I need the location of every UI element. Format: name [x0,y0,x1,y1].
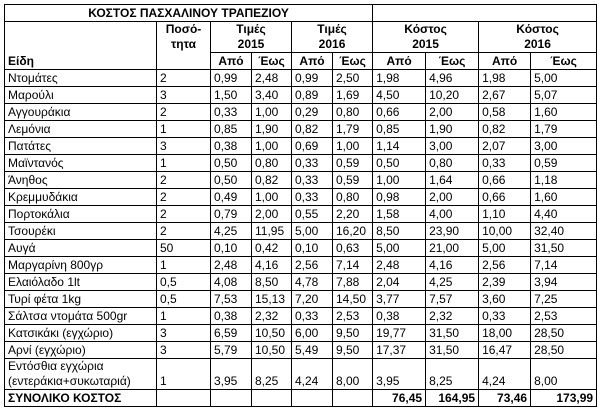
header-cost-2016 [479,22,597,53]
cell-qty: 2 [157,104,211,121]
table-title: ΚΟΣΤΟΣ ΠΑΣΧΑΛΙΝΟΥ ΤΡΑΠΕΖΙΟΥ [5,5,373,22]
cell-p15-to: 4,16 [252,257,292,274]
cell-c15-to: 2,00 [426,104,479,121]
cell-item: Αρνί (εγχώριο) [5,342,157,359]
header-cost-2015-year: 2015 [412,37,439,51]
cell-c15-to: 4,25 [426,274,479,291]
cell-item: Τυρί φέτα 1kg [5,291,157,308]
cell-qty: 2 [157,206,211,223]
header-item: Είδη [5,22,157,70]
cell-c16-from: 1,98 [479,70,531,87]
cell-p16-to: 7,88 [333,274,373,291]
cell-c15-from: 3,77 [373,291,426,308]
cell-c16-to: 31,50 [531,240,597,257]
cell-c15-from: 0,38 [373,308,426,325]
cell-c16-to: 1,60 [531,104,597,121]
cell-qty: 3 [157,87,211,104]
table-row [5,206,597,223]
cell-p16-from: 0,69 [292,138,333,155]
total-row [5,390,597,407]
cell-c15-to: 1,64 [426,172,479,189]
cell-c15-from: 1,58 [373,206,426,223]
cell-qty: 3 [157,138,211,155]
cell-c16-from: 0,82 [479,121,531,138]
cell-c15-to: 1,90 [426,121,479,138]
cell-item: Αυγά [5,240,157,257]
table-row [5,240,597,257]
cell-p15-to: 1,00 [252,104,292,121]
cell-p15-to: 2,32 [252,308,292,325]
cell-c16-from: 4,24 [479,359,531,390]
cell-p15-to: 0,80 [252,155,292,172]
cell-p15-from: 0,33 [211,104,252,121]
cell-p16-from: 0,89 [292,87,333,104]
cell-p16-to: 0,59 [333,172,373,189]
header-quantity-line2: τητα [170,37,197,51]
cell-p15-from: 3,95 [211,359,252,390]
cell-p16-from: 2,56 [292,257,333,274]
header-from: Από [292,53,333,70]
cell-p16-from: 0,10 [292,240,333,257]
cell-p15-to: 8,25 [252,359,292,390]
cell-p16-to: 1,00 [333,138,373,155]
cell-p15-from: 4,08 [211,274,252,291]
header-quantity-line1: Ποσό- [165,22,202,36]
cell-qty: 3 [157,325,211,342]
cell-c15-from: 1,98 [373,70,426,87]
cell-p15-to: 2,48 [252,70,292,87]
cell-c16-to: 32,40 [531,223,597,240]
title-row [5,5,597,22]
header-prices-2015 [211,22,292,53]
cell-c16-to: 3,00 [531,138,597,155]
cell-c15-from: 8,50 [373,223,426,240]
header-prices-2016 [292,22,373,53]
cell-item: Πατάτες [5,138,157,155]
cell-c15-from: 19,77 [373,325,426,342]
cell-c15-from: 0,98 [373,189,426,206]
cell-p15-from: 0,50 [211,172,252,189]
cell-c16-to: 4,40 [531,206,597,223]
cell-qty: 2 [157,223,211,240]
cell-p16-from: 0,33 [292,155,333,172]
cell-c16-to: 2,53 [531,308,597,325]
header-quantity [157,22,211,70]
cost-table-wrapper [4,4,597,407]
cell-c16-to: 28,50 [531,342,597,359]
cell-c15-from: 1,14 [373,138,426,155]
cell-c15-to: 4,96 [426,70,479,87]
cell-c16-from: 3,60 [479,291,531,308]
cell-c16-to: 3,94 [531,274,597,291]
table-row [5,155,597,172]
cell-p15-to: 1,00 [252,189,292,206]
cell-p16-to: 2,53 [333,308,373,325]
header-cost-2016-year: 2016 [524,37,551,51]
cell-c16-to: 1,60 [531,189,597,206]
cell-p15-from: 0,38 [211,138,252,155]
cell-c16-from: 2,07 [479,138,531,155]
cell-c16-from: 0,66 [479,189,531,206]
cell-p16-from: 0,82 [292,121,333,138]
cell-c15-from: 2,04 [373,274,426,291]
cell-p16-from: 6,00 [292,325,333,342]
table-row [5,189,597,206]
table-row [5,291,597,308]
cell-c16-from: 2,56 [479,257,531,274]
total-c15-from: 76,45 [373,390,426,407]
cell-qty: 1 [157,257,211,274]
cell-p15-to: 10,50 [252,325,292,342]
cell-p16-from: 5,00 [292,223,333,240]
header-from: Από [211,53,252,70]
cell-item: Σάλτσα ντομάτα 500gr [5,308,157,325]
header-prices-2015-year: 2015 [237,37,265,51]
cell-c16-to: 5,00 [531,70,597,87]
header-cost-2016-label: Κόστος [516,22,559,36]
cell-p16-to: 2,20 [333,206,373,223]
cell-c16-from: 1,10 [479,206,531,223]
cell-c15-to: 10,20 [426,87,479,104]
easter-table-cost-table [4,4,597,407]
cell-p15-from: 0,50 [211,155,252,172]
table-row [5,257,597,274]
cell-p15-from: 2,48 [211,257,252,274]
header-cost-2015-label: Κόστος [404,22,447,36]
cell-c15-to: 4,00 [426,206,479,223]
cell-p16-from: 0,29 [292,104,333,121]
cell-p16-to: 0,59 [333,155,373,172]
cell-c16-from: 16,47 [479,342,531,359]
cell-p16-from: 4,24 [292,359,333,390]
cell-item [5,359,157,390]
cell-qty: 0,5 [157,274,211,291]
header-to: Έως [426,53,479,70]
cell-c15-from: 0,50 [373,155,426,172]
cell-qty: 2 [157,70,211,87]
cell-c16-from: 2,67 [479,87,531,104]
header-to: Έως [252,53,292,70]
cell-c16-to: 28,50 [531,325,597,342]
cell-c16-from: 18,00 [479,325,531,342]
cell-c15-from: 3,95 [373,359,426,390]
cell-item-line1: Εντόσθια εγχώρια [8,359,104,373]
cell-c16-to: 7,25 [531,291,597,308]
cell-p16-from: 5,49 [292,342,333,359]
cell-p15-to: 8,50 [252,274,292,291]
cell-c15-to: 31,50 [426,325,479,342]
cell-p15-from: 5,79 [211,342,252,359]
cell-qty: 3 [157,342,211,359]
cell-c15-from: 4,50 [373,87,426,104]
cell-p16-from: 7,20 [292,291,333,308]
cell-item: Τσουρέκι [5,223,157,240]
cell-p16-to: 16,20 [333,223,373,240]
cell-item: Μαρούλι [5,87,157,104]
table-row [5,325,597,342]
cell-p15-from: 6,59 [211,325,252,342]
cell-item: Κατσικάκι (εγχώριο) [5,325,157,342]
cell-c16-from: 0,66 [479,172,531,189]
table-row [5,87,597,104]
cell-p16-from: 0,33 [292,189,333,206]
cell-c16-to: 8,00 [531,359,597,390]
cell-p16-to: 8,00 [333,359,373,390]
cell-c15-to: 3,00 [426,138,479,155]
total-blank-cell [292,390,333,407]
cell-c15-to: 23,90 [426,223,479,240]
table-row [5,223,597,240]
cell-item: Κρεμμυδάκια [5,189,157,206]
cell-c16-from: 0,33 [479,155,531,172]
cell-c15-to: 31,50 [426,342,479,359]
cell-p15-from: 4,25 [211,223,252,240]
title-row-blank [373,5,597,22]
cell-c16-to: 5,07 [531,87,597,104]
cell-item: Μαργαρίνη 800γρ [5,257,157,274]
cell-p15-to: 11,95 [252,223,292,240]
cell-c15-to: 8,25 [426,359,479,390]
table-row [5,308,597,325]
cell-p15-from: 0,85 [211,121,252,138]
cell-item: Ντομάτες [5,70,157,87]
cell-p16-to: 14,50 [333,291,373,308]
cell-p16-to: 1,69 [333,87,373,104]
cell-c16-from: 5,00 [479,240,531,257]
cell-item: Πορτοκάλια [5,206,157,223]
header-prices-2016-label: Τιμές [317,22,347,36]
total-blank-cell [157,390,211,407]
cell-c15-to: 2,32 [426,308,479,325]
table-row-offal [5,359,597,390]
cell-p15-from: 1,50 [211,87,252,104]
cell-c15-to: 4,16 [426,257,479,274]
cell-p16-from: 0,99 [292,70,333,87]
header-cost-2015 [373,22,479,53]
cell-c16-from: 2,39 [479,274,531,291]
total-c16-from: 73,46 [479,390,531,407]
cell-p15-to: 1,00 [252,138,292,155]
cell-p15-from: 0,79 [211,206,252,223]
cell-qty: 1 [157,308,211,325]
cell-p15-from: 0,38 [211,308,252,325]
cell-c15-from: 0,66 [373,104,426,121]
cell-c15-to: 2,00 [426,189,479,206]
cell-p16-from: 0,33 [292,172,333,189]
cell-c16-to: 7,14 [531,257,597,274]
cell-p16-to: 1,79 [333,121,373,138]
table-row [5,121,597,138]
table-row [5,274,597,291]
total-blank-cell [211,390,252,407]
cell-p15-from: 0,99 [211,70,252,87]
cell-p15-to: 1,90 [252,121,292,138]
cell-qty: 1 [157,359,211,390]
cell-item: Λεμόνια [5,121,157,138]
header-to: Έως [333,53,373,70]
cell-c15-to: 0,80 [426,155,479,172]
cell-c15-from: 17,37 [373,342,426,359]
cell-p15-from: 7,53 [211,291,252,308]
cell-p16-to: 0,80 [333,189,373,206]
header-to: Έως [531,53,597,70]
cell-p16-from: 0,55 [292,206,333,223]
cell-c16-to: 1,18 [531,172,597,189]
cell-c16-to: 0,59 [531,155,597,172]
cell-c15-from: 0,85 [373,121,426,138]
cell-c15-from: 5,00 [373,240,426,257]
cell-c16-from: 0,33 [479,308,531,325]
table-row [5,138,597,155]
table-row [5,172,597,189]
header-row-1 [5,22,597,53]
total-blank-cell [252,390,292,407]
cell-qty: 0,5 [157,291,211,308]
cell-p16-to: 0,80 [333,104,373,121]
cell-c16-to: 1,79 [531,121,597,138]
header-from: Από [373,53,426,70]
cell-item: Μαϊντανός [5,155,157,172]
cell-qty: 2 [157,172,211,189]
cell-p15-from: 0,10 [211,240,252,257]
cell-p15-to: 3,40 [252,87,292,104]
cell-p15-to: 10,50 [252,342,292,359]
cell-p16-to: 7,14 [333,257,373,274]
total-label: ΣΥΝΟΛΙΚΟ ΚΟΣΤΟΣ [5,390,157,407]
cell-p16-from: 4,78 [292,274,333,291]
cell-qty: 1 [157,155,211,172]
cell-item: Άνηθος [5,172,157,189]
table-row [5,342,597,359]
cell-c16-from: 10,00 [479,223,531,240]
cell-p16-to: 9,50 [333,325,373,342]
total-c16-to: 173,99 [531,390,597,407]
cell-p16-to: 0,63 [333,240,373,257]
cell-c16-from: 0,58 [479,104,531,121]
cell-item: Αγγουράκια [5,104,157,121]
cell-p15-to: 2,00 [252,206,292,223]
total-c15-to: 164,95 [426,390,479,407]
cell-c15-from: 2,48 [373,257,426,274]
cell-item-line2: (εντεράκια+συκωταριά) [8,374,131,388]
cell-p15-to: 15,13 [252,291,292,308]
cell-c15-from: 1,00 [373,172,426,189]
header-prices-2015-label: Τιμές [236,22,266,36]
cell-p16-to: 2,50 [333,70,373,87]
cell-p15-from: 0,49 [211,189,252,206]
header-from: Από [479,53,531,70]
cell-qty: 50 [157,240,211,257]
cell-p16-from: 0,33 [292,308,333,325]
cell-p15-to: 0,82 [252,172,292,189]
header-prices-2016-year: 2016 [318,37,346,51]
cell-qty: 1 [157,121,211,138]
cell-c15-to: 21,00 [426,240,479,257]
table-row [5,70,597,87]
total-blank-cell [333,390,373,407]
cell-p16-to: 9,50 [333,342,373,359]
cell-item: Ελαιόλαδο 1lt [5,274,157,291]
cell-qty: 2 [157,189,211,206]
table-row [5,104,597,121]
cell-p15-to: 0,42 [252,240,292,257]
cell-c15-to: 7,57 [426,291,479,308]
